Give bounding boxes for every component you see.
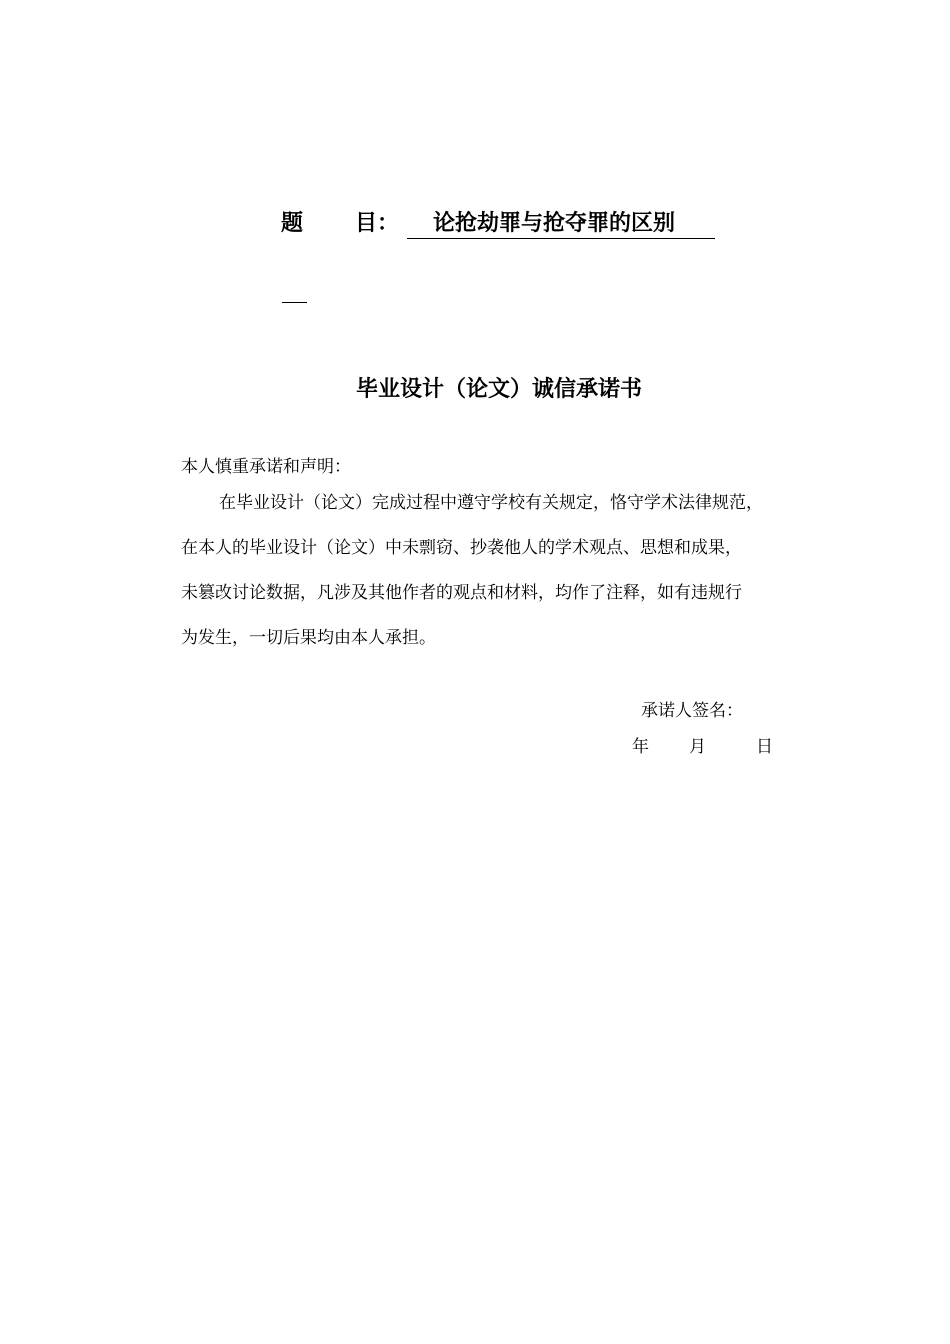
date-month: 月 <box>689 737 706 757</box>
signature-date <box>632 734 773 760</box>
title-label <box>281 208 399 240</box>
date-day: 日 <box>756 737 773 757</box>
pledge-heading: 毕业设计（论文）诚信承诺书 <box>355 377 642 402</box>
pledge-line: 为发生，一切后果均由本人承担。 <box>181 628 436 648</box>
title-label-char-1: 题 <box>281 211 304 236</box>
pledge-line: 在毕业设计（论文）完成过程中遵守学校有关规定，恪守学术法律规范， <box>219 493 763 513</box>
pledge-line: 在本人的毕业设计（论文）中未剽窃、抄袭他人的学术观点、思想和成果， <box>181 538 742 558</box>
title-underline-continuation <box>282 302 307 303</box>
title-label-char-2: 目： <box>355 211 400 236</box>
thesis-title-value: 论抢劫罪与抢夺罪的区别 <box>407 210 715 239</box>
pledge-line: 未篡改讨论数据，凡涉及其他作者的观点和材料，均作了注释，如有违规行 <box>181 583 742 603</box>
signature-label: 承诺人签名： <box>641 701 743 721</box>
date-year: 年 <box>632 737 649 757</box>
pledge-intro: 本人慎重承诺和声明： <box>181 457 351 477</box>
pledge-body <box>181 452 831 668</box>
thesis-title-row <box>281 208 715 240</box>
